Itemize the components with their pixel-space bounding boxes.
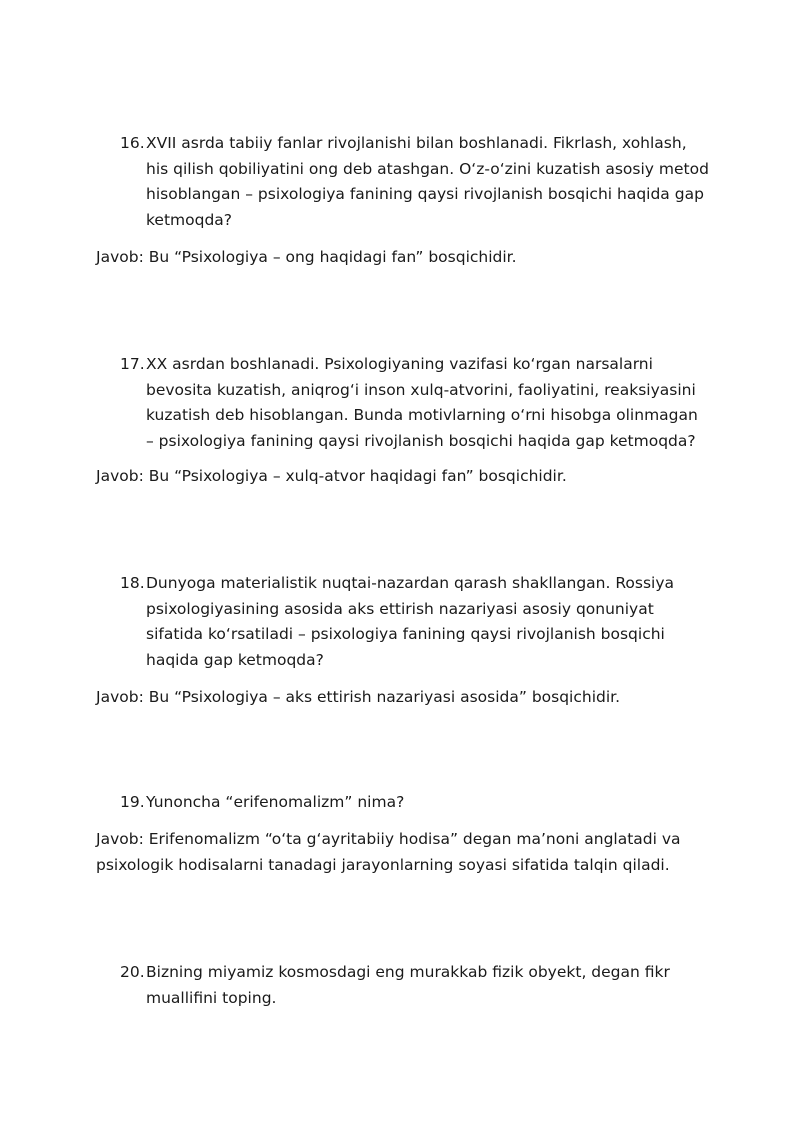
question-item	[120, 352, 710, 454]
answer-text: Javob: Bu “Psixologiya – xulq-atvor haqidagi fan” bosqichidir.	[96, 467, 567, 485]
question-text: Yunoncha “erifenomalizm” nima?	[146, 793, 405, 811]
question-number: 16.	[120, 134, 145, 152]
answer-text: Javob: Bu “Psixologiya – ong haqidagi fan” bosqichidir.	[96, 248, 517, 266]
question-number: 19.	[120, 793, 145, 811]
question-text: Bizning miyamiz kosmosdagi eng murakkab fizik obyekt, degan fikr muallifini toping.	[146, 963, 670, 1007]
question-number: 17.	[120, 355, 145, 373]
question-item	[120, 960, 710, 1011]
question-item	[120, 131, 710, 233]
question-text: Dunyoga materialistik nuqtai-nazardan qarash shakllangan. Rossiya psixologiyasining asosida aks ettirish nazariyasi asosiy qonuniyat sifatida ko‘rsatiladi – psixologiya fanining qaysi rivojlanish bosqichi haqida gap ketmoqda?	[146, 574, 675, 669]
question-number: 18.	[120, 574, 145, 592]
question-text: XVII asrda tabiiy fanlar rivojlanishi bilan boshlanadi. Fikrlash, xohlash, his qilish qobiliyatini ong deb atashgan. O‘z-o‘zini kuzatish asosiy metod hisoblangan – psixologiya fanining qaysi rivojlanish bosqichi haqida gap ketmoqda?	[146, 134, 709, 229]
question-item	[120, 571, 710, 673]
answer-text: Javob: Erifenomalizm “o‘ta g‘ayritabiiy hodisa” degan ma’noni anglatadi va psixologik hodisalarni tanadagi jarayonlarning soyasi sifatida talqin qiladi.	[96, 830, 681, 874]
question-number: 20.	[120, 963, 145, 981]
question-text: XX asrdan boshlanadi. Psixologiyaning vazifasi ko‘rgan narsalarni bevosita kuzatish, aniqrog‘i inson xulq-atvorini, faoliyatini, reaksiyasini kuzatish deb hisoblangan. Bunda motivlarning o‘rni hisobga olinmagan – psixologiya fanining qaysi rivojlanish bosqichi haqida gap ketmoqda?	[146, 355, 698, 450]
question-item	[120, 790, 710, 816]
answer-text: Javob: Bu “Psixologiya – aks ettirish nazariyasi asosida” bosqichidir.	[96, 688, 621, 706]
